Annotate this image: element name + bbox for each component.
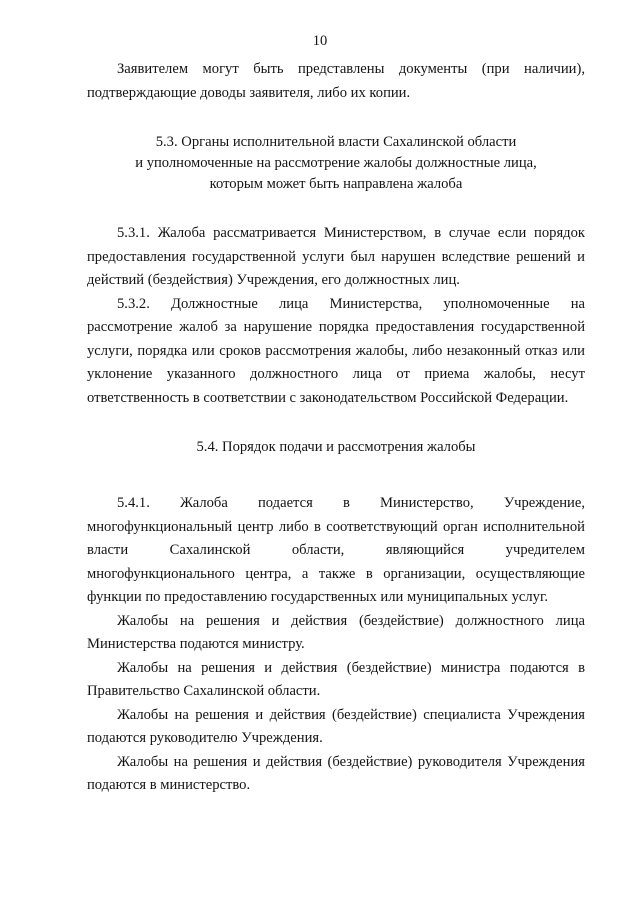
heading-line: которым может быть направлена жалоба: [209, 176, 463, 192]
text-line: уклонение указанного должностного лица от приема жалобы, несут: [87, 366, 585, 382]
text-line: Жалобы на решения и действия (бездействие) руководителя Учреждения: [117, 753, 585, 770]
paragraph-5-3-2: [87, 293, 585, 411]
text-line: Правительство Сахалинской области.: [87, 683, 321, 699]
text-line: функции по предоставлению государственных или муниципальных услуг.: [87, 589, 548, 605]
paragraph-head: [87, 751, 585, 798]
section-heading-5-3: [87, 132, 585, 195]
text-line: многофункционального центра, а также в организации, осуществляющие: [87, 565, 585, 582]
text-line: 5.4.1. Жалоба подается в Министерство, Учреждение,: [117, 495, 585, 511]
text-line: 5.3.2. Должностные лица Министерства, уполномоченные на: [117, 295, 585, 312]
text-line: подтверждающие доводы заявителя, либо их копии.: [87, 84, 411, 101]
text-line: рассмотрение жалоб за нарушение порядка предоставления государственной: [87, 319, 585, 335]
text-line: Заявителем могут быть представлены документы (при наличии),: [117, 61, 585, 77]
paragraph-minister: [87, 657, 585, 704]
paragraph-intro: [87, 58, 585, 105]
text-line: услуги, порядка или сроков рассмотрения жалобы, либо незаконный отказ или: [87, 342, 585, 359]
section-heading-5-4: [87, 437, 585, 458]
paragraph-ministry-official: [87, 610, 585, 657]
text-line: Жалобы на решения и действия (бездействие) специалиста Учреждения: [117, 706, 585, 723]
text-line: действий (бездействия) Учреждения, его должностных лиц.: [87, 272, 460, 288]
text-line: многофункциональный центр либо в соответствующий орган исполнительной: [87, 518, 585, 535]
paragraph-5-4-1: [87, 492, 585, 610]
text-line: Министерства подаются министру.: [87, 636, 305, 652]
text-line: 5.3.1. Жалоба рассматривается Министерством, в случае если порядок: [117, 225, 585, 241]
text-line: предоставления государственной услуги был нарушен вследствие решений и: [87, 248, 585, 265]
document-body: [87, 58, 585, 798]
text-line: подаются руководителю Учреждения.: [87, 730, 323, 746]
text-line: власти Сахалинской области, являющийся учредителем: [87, 542, 585, 558]
heading-line: 5.3. Органы исполнительной власти Сахалинской области: [155, 134, 517, 150]
heading-line: и уполномоченные на рассмотрение жалобы должностные лица,: [135, 155, 537, 171]
text-line: Жалобы на решения и действия (бездействие) должностного лица: [117, 612, 585, 629]
text-line: подаются в министерство.: [87, 777, 251, 793]
paragraph-specialist: [87, 704, 585, 751]
heading-line: 5.4. Порядок подачи и рассмотрения жалобы: [196, 439, 476, 455]
page-number: 10: [312, 33, 328, 49]
paragraph-5-3-1: [87, 222, 585, 293]
text-line: Жалобы на решения и действия (бездействие) министра подаются в: [117, 659, 585, 676]
text-line: ответственность в соответствии с законодательством Российской Федерации.: [87, 389, 569, 406]
